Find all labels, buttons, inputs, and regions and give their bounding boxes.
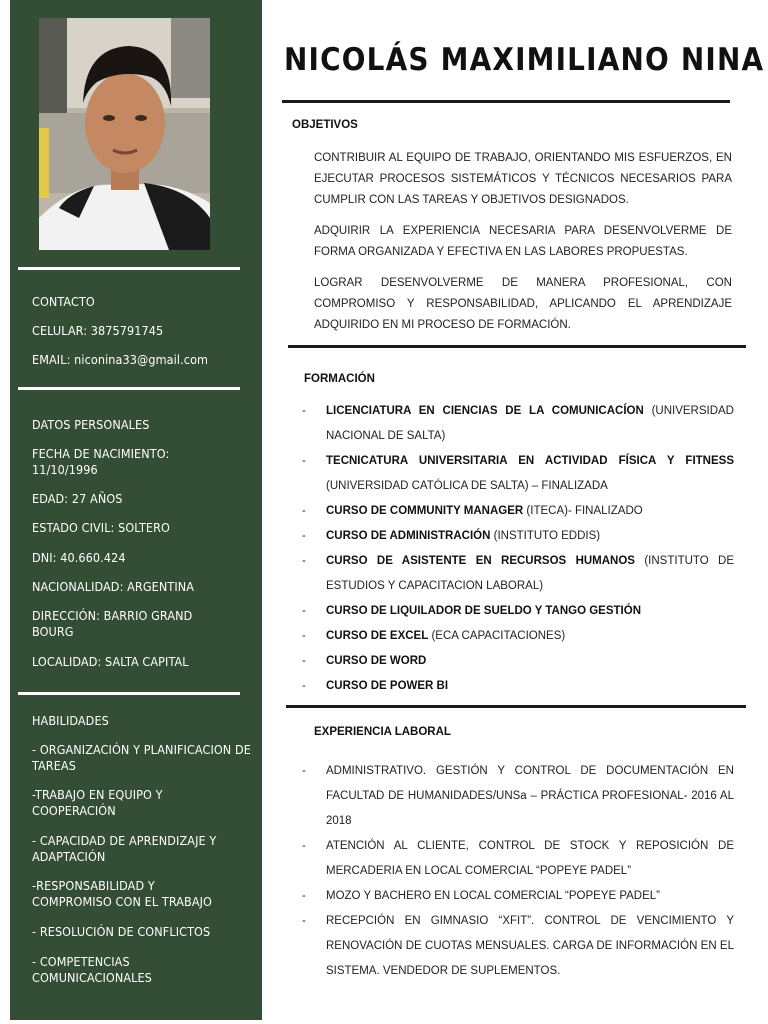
experience-heading: EXPERIENCIA LABORAL (314, 726, 451, 738)
skill-item: - ORGANIZACIÓN Y PLANIFICACION DE TAREAS (32, 742, 251, 773)
list-bullet: - (302, 530, 306, 542)
skills-heading: HABILIDADES (32, 713, 109, 728)
list-bullet: - (302, 890, 306, 902)
list-bullet: - (302, 405, 306, 417)
sidebar (10, 0, 262, 1020)
list-item (302, 884, 734, 909)
personal-birth: FECHA DE NACIMIENTO: 11/10/1996 (32, 446, 170, 477)
education-title: LICENCIATURA EN CIENCIAS DE LA COMUNICACÍON (326, 405, 644, 417)
list-bullet: - (302, 840, 306, 852)
title-divider (282, 100, 730, 103)
section-divider (286, 705, 746, 708)
skill-item: -RESPONSABILIDAD Y COMPROMISO CON EL TRABAJO (32, 878, 212, 909)
objective-paragraph: ADQUIRIR LA EXPERIENCIA NECESARIA PARA DESENVOLVERME DE FORMA ORGANIZADA Y EFECTIVA EN LAS LABORES PROPUESTAS. (314, 225, 732, 258)
list-bullet: - (302, 455, 306, 467)
education-title: CURSO DE LIQUILADOR DE SUELDO Y TANGO GESTIÓN (326, 605, 641, 617)
list-item (302, 909, 734, 984)
education-detail: (UNIVERSIDAD CATÓLICA DE SALTA) – FINALIZADA (326, 480, 608, 492)
contact-phone: CELULAR: 3875791745 (32, 323, 164, 338)
experience-detail: ADMINISTRATIVO. GESTIÓN Y CONTROL DE DOCUMENTACIÓN EN FACULTAD DE HUMANIDADES/UNSa – PRÁCTICA PROFESIONAL- 2016 AL 2018 (326, 765, 734, 827)
profile-photo (39, 18, 210, 250)
contact-heading: CONTACTO (32, 294, 95, 309)
education-detail: (INSTITUTO DE ESTUDIOS Y CAPACITACION LABORAL) (326, 555, 734, 592)
contact-email: EMAIL: niconina33@gmail.com (32, 352, 209, 367)
education-title: CURSO DE ADMINISTRACIÓN (326, 530, 491, 542)
list-bullet: - (302, 630, 306, 642)
personal-locality: LOCALIDAD: SALTA CAPITAL (32, 654, 189, 669)
list-item (302, 449, 734, 499)
profile-photo-image (39, 18, 210, 250)
education-detail: (ECA CAPACITACIONES) (428, 630, 566, 642)
list-bullet: - (302, 555, 306, 567)
list-item (302, 759, 734, 834)
list-item (302, 649, 734, 674)
skill-item: - COMPETENCIAS COMUNICACIONALES (32, 954, 152, 985)
education-title: TECNICATURA UNIVERSITARIA EN ACTIVIDAD FÍSICA Y FITNESS (326, 455, 734, 467)
list-item (302, 599, 734, 624)
personal-heading: DATOS PERSONALES (32, 417, 150, 432)
education-title: CURSO DE ASISTENTE EN RECURSOS HUMANOS (326, 555, 635, 567)
experience-list (302, 759, 734, 984)
education-detail: (ITECA)- FINALIZADO (523, 505, 643, 517)
objective-paragraph: LOGRAR DESENVOLVERME DE MANERA PROFESIONAL, CON COMPROMISO Y RESPONSABILIDAD, APLICANDO EL APRENDIZAJE ADQUIRIDO EN MI PROCESO DE FORMACIÓN. (314, 277, 732, 331)
list-bullet: - (302, 605, 306, 617)
skill-item: - RESOLUCIÓN DE CONFLICTOS (32, 924, 211, 939)
education-detail: (UNIVERSIDAD NACIONAL DE SALTA) (326, 405, 734, 442)
skill-item: -TRABAJO EN EQUIPO Y COOPERACIÓN (32, 787, 163, 818)
education-title: CURSO DE POWER BI (326, 680, 449, 692)
education-list (302, 399, 734, 699)
sidebar-divider (18, 387, 240, 390)
education-title: CURSO DE EXCEL (326, 630, 429, 642)
education-heading: FORMACIÓN (304, 373, 375, 385)
sidebar-divider (18, 692, 240, 695)
objective-paragraph: CONTRIBUIR AL EQUIPO DE TRABAJO, ORIENTANDO MIS ESFUERZOS, EN EJECUTAR PROCESOS SISTEMÁTICOS Y TÉCNICOS NECESARIOS PARA CUMPLIR CON LAS TAREAS Y OBJETIVOS DESIGNADOS. (314, 152, 732, 206)
sidebar-divider (18, 267, 240, 270)
personal-nationality: NACIONALIDAD: ARGENTINA (32, 579, 195, 594)
page-title: NICOLÁS MAXIMILIANO NINA (284, 42, 765, 78)
experience-detail: RECEPCIÓN EN GIMNASIO “XFIT”. CONTROL DE VENCIMIENTO Y RENOVACIÓN DE CUOTAS MENSUALES. CARGA DE INFORMACIÓN EN EL SISTEMA. VENDEDOR DE SUPLEMENTOS. (326, 915, 734, 977)
personal-dni: DNI: 40.660.424 (32, 550, 126, 565)
personal-civil-status: ESTADO CIVIL: SOLTERO (32, 520, 170, 535)
list-item (302, 524, 734, 549)
education-title: CURSO DE COMMUNITY MANAGER (326, 505, 524, 517)
experience-detail: ATENCIÓN AL CLIENTE, CONTROL DE STOCK Y REPOSICIÓN DE MERCADERIA EN LOCAL COMERCIAL “POPEYE PADEL” (326, 840, 734, 877)
objectives-heading: OBJETIVOS (292, 119, 358, 131)
list-bullet: - (302, 765, 306, 777)
list-bullet: - (302, 505, 306, 517)
skill-item: - CAPACIDAD DE APRENDIZAJE Y ADAPTACIÓN (32, 833, 217, 864)
education-detail: (INSTITUTO EDDIS) (490, 530, 601, 542)
list-bullet: - (302, 680, 306, 692)
list-bullet: - (302, 915, 306, 927)
list-item (302, 549, 734, 599)
education-title: CURSO DE WORD (326, 655, 427, 667)
list-bullet: - (302, 655, 306, 667)
list-item (302, 624, 734, 649)
personal-address: DIRECCIÓN: BARRIO GRAND BOURG (32, 608, 193, 639)
experience-detail: MOZO Y BACHERO EN LOCAL COMERCIAL “POPEYE PADEL” (326, 890, 661, 902)
section-divider (288, 345, 746, 348)
list-item (302, 399, 734, 449)
list-item (302, 834, 734, 884)
list-item (302, 499, 734, 524)
personal-age: EDAD: 27 AÑOS (32, 491, 123, 506)
list-item (302, 674, 734, 699)
